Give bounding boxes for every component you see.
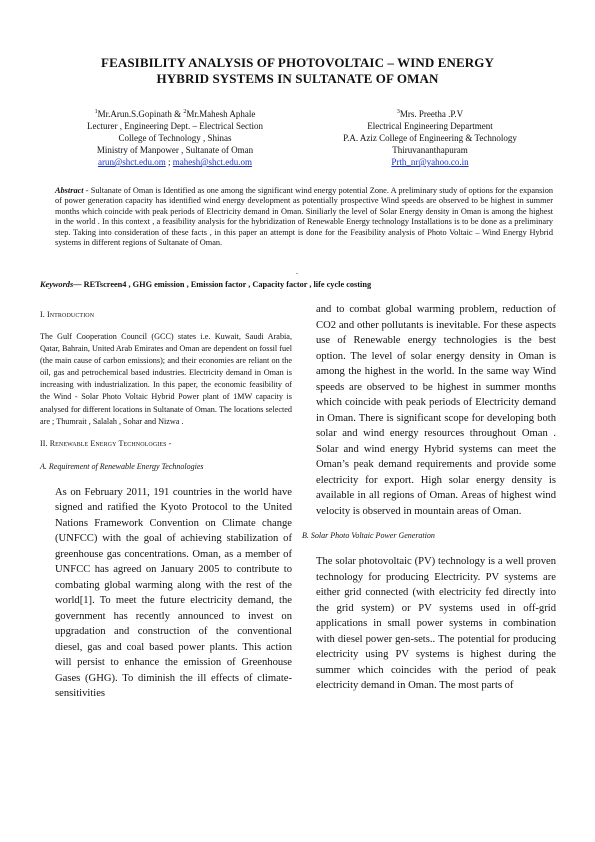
abstract-label: Abstract — [55, 186, 84, 195]
author-affiliation-line: College of Technology , Shinas — [118, 133, 232, 143]
keywords-label: Keywords — [40, 280, 74, 289]
author-emails: arun@shct.edu.om ; mahesh@shct.edu.om — [97, 157, 253, 167]
title-line-2: HYBRID SYSTEMS IN SULTANATE OF OMAN — [156, 71, 439, 86]
email-link[interactable]: mahesh@shct.edu.om — [172, 157, 253, 167]
author-name: $^3$Mrs. Preetha .P.V — [396, 109, 464, 119]
keywords — [40, 280, 555, 290]
left-column — [40, 310, 292, 702]
author-affiliation-line: P.A. Aziz College of Engineering & Technology — [343, 133, 517, 143]
title-line-1: FEASIBILITY ANALYSIS OF PHOTOVOLTAIC – WIND ENERGY — [101, 55, 494, 70]
author-affiliation-line: Lecturer , Engineering Dept. – Electrical Section — [87, 121, 263, 131]
email-link[interactable]: arun@shct.edu.om — [97, 157, 166, 167]
author-block-left — [50, 108, 300, 168]
email-link[interactable]: Prth_nr@yahoo.co.in — [391, 157, 469, 167]
section-heading-renewable: II. Renewable Energy Technologies - — [40, 438, 172, 448]
subsection-heading-a: A. Requirement of Renewable Energy Technologies — [40, 461, 204, 471]
paper-title — [40, 55, 555, 87]
abstract — [55, 186, 553, 248]
subsection-a-text: As on February 2011, 191 countries in the world have signed and ratified the Kyoto Protocol to the United Nations Framework Convention on Climate change (UNFCC) with the goal of achieving stabilization of greenhouse gas concentrations. Oman, as a member of UNFCC has agreed on January 2005 to contribute to combating global warming along with the rest of the world[1]. To meet the future electricity demand, the government has recently announced to invest on upgradation and construction of the conventional diesel, gas and coal based power plants. This action will persist to enhance the emission of Greenhouse Gases (GHG). To diminish the ill effects of climate-sensitivities — [55, 486, 292, 700]
author-email — [300, 156, 560, 168]
author-block-right — [300, 108, 560, 168]
author-affiliation-line: Electrical Engineering Department — [367, 121, 493, 131]
separator-dot: . — [296, 267, 298, 276]
author-affiliation-line: Ministry of Manpower , Sultanate of Oman — [96, 145, 254, 155]
introduction-text: The Gulf Cooperation Council (GCC) states i.e. Kuwait, Saudi Arabia, Qatar, Bahrain, United Arab Emirates and Oman are dependent on fossil fuel (the main cause of carbon emissions); and their economies are reliant on the oil, gas and petrochemical based industries. Electricity demand in Oman is increasing with industrialization. In this paper, the economic feasibility of the Wind - Solar Photo Voltaic Hybrid Power plant of 1MW capacity is analysed for different locations in Sultanate of Oman. The locations selected are ; Thumrait , Salalah , Sohar and Nizwa . — [40, 332, 292, 426]
section-heading-introduction: I. Introduction — [40, 310, 95, 319]
subsection-b-text: The solar photovoltaic (PV) technology is a well proven technology for producing Electricity. PV systems are either grid connected (with electricity fed directly into the grid system) or PV systems used in off-grid applications in small power systems in combination with diesel power gen-sets.. The potential for producing electricity using PV systems is highest during the summer which coincides with the period of peak electricity demand in Oman. The most parts of — [316, 556, 556, 691]
subsection-heading-b: B. Solar Photo Voltaic Power Generation — [302, 531, 435, 540]
author-affiliation-line: Thiruvananthapuram — [392, 145, 468, 155]
abstract-text: - Sultanate of Oman is Identified as one among the significant wind energy potential Zone. A preliminary study of options for the expansion of power generation capacity has identified wind energy development as potentially prospective Wind speeds are observed to be highest in summer months which coincide with peak periods of Electricity demand in Oman. Siniliarly the level of Solar Energy density in Oman is among the highest in the world . In this context , a feasibility analysis for the hybridization of Renewable Energy technology Installations is to be done as a preliminary step. Taking into consideration of these facts , in this paper an attempt is done for the Feasibility analysis of Photo Voltaic – Wind Energy Hybrid systems in different regions of Sultanate of Oman. — [55, 186, 553, 248]
right-column — [302, 302, 556, 694]
author-names: $^1$Mr.Arun.S.Gopinath & $^2$Mr.Mahesh Aphale — [94, 109, 256, 119]
keywords-text: — RETscreen4 , GHG emission , Emission factor , Capacity factor , life cycle costing — [73, 280, 372, 289]
subsection-a-continued-text: and to combat global warming problem, reduction of CO2 and other pollutants is inevitable. For these aspects use of Renewable energy technologies is the best option. The level of solar energy density in Oman is among the highest in the world. In the same way Wind speeds are observed to be highest in summer months which coincide with peak periods of Electricity demand in Oman. There is significant scope for developing both solar and wind energy resources throughout Oman . Solar and wind energy Hybrid systems can meet the Oman’s peak demand requirements and provide some electricity for export. High solar energy density is available in all regions of Oman. Areas of highest wind velocity is observed in mountain areas of Oman. — [316, 304, 556, 517]
